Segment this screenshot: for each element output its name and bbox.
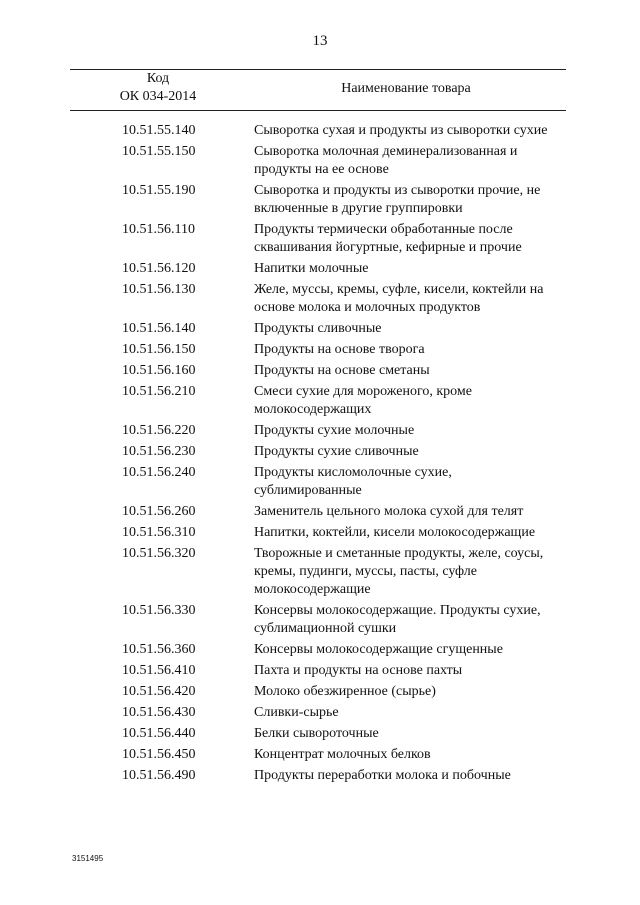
row-name: Сыворотка и продукты из сыворотки прочие, не включенные в другие группировки <box>254 183 541 216</box>
table-row <box>0 320 640 338</box>
table-row <box>0 422 640 440</box>
row-code: 10.51.56.310 <box>122 525 196 540</box>
table-row <box>0 122 640 140</box>
row-name: Продукты кисломолочные сухие, сублимированные <box>254 465 452 498</box>
row-name: Продукты сухие сливочные <box>254 444 419 459</box>
table-row <box>0 746 640 764</box>
column-header-name: Наименование товара <box>341 81 471 96</box>
row-name: Молоко обезжиренное (сырье) <box>254 684 436 699</box>
row-name: Сыворотка молочная деминерализованная и продукты на ее основе <box>254 144 518 177</box>
row-name: Творожные и сметанные продукты, желе, соусы, кремы, пудинги, муссы, пасты, суфле молокосодержащие <box>254 546 544 597</box>
row-name: Сливки-сырье <box>254 705 339 720</box>
row-name: Продукты термически обработанные после сквашивания йогуртные, кефирные и прочие <box>254 222 522 255</box>
row-code: 10.51.56.260 <box>122 504 196 519</box>
row-code: 10.51.56.120 <box>122 261 196 276</box>
row-code: 10.51.55.150 <box>122 144 196 159</box>
table-row <box>0 602 640 638</box>
row-code: 10.51.56.330 <box>122 603 196 618</box>
row-name: Продукты сухие молочные <box>254 423 415 438</box>
row-code: 10.51.56.240 <box>122 465 196 480</box>
row-name: Консервы молокосодержащие. Продукты сухие, сублимационной сушки <box>254 603 541 636</box>
table-row <box>0 383 640 419</box>
row-name: Заменитель цельного молока сухой для телят <box>254 504 524 519</box>
row-code: 10.51.56.320 <box>122 546 196 561</box>
row-code: 10.51.56.440 <box>122 726 196 741</box>
table-row <box>0 362 640 380</box>
row-name: Продукты сливочные <box>254 321 382 336</box>
table-row <box>0 683 640 701</box>
row-code: 10.51.56.490 <box>122 768 196 783</box>
table-row <box>0 662 640 680</box>
page-number: 13 <box>312 33 328 49</box>
table-row <box>0 524 640 542</box>
table-row <box>0 260 640 278</box>
row-code: 10.51.56.130 <box>122 282 196 297</box>
row-code: 10.51.56.110 <box>122 222 195 237</box>
row-name: Напитки, коктейли, кисели молокосодержащие <box>254 525 536 540</box>
row-code: 10.51.56.420 <box>122 684 196 699</box>
table-row <box>0 221 640 257</box>
table-row <box>0 281 640 317</box>
row-name: Консервы молокосодержащие сгущенные <box>254 642 503 657</box>
row-name: Смеси сухие для мороженого, кроме молокосодержащих <box>254 384 472 417</box>
row-code: 10.51.56.140 <box>122 321 196 336</box>
table-row <box>0 545 640 599</box>
row-code: 10.51.56.220 <box>122 423 196 438</box>
row-name: Пахта и продукты на основе пахты <box>254 663 463 678</box>
row-name: Желе, муссы, кремы, суфле, кисели, коктейли на основе молока и молочных продуктов <box>254 282 544 315</box>
row-code: 10.51.56.430 <box>122 705 196 720</box>
table-body <box>0 122 640 788</box>
row-name: Продукты на основе сметаны <box>254 363 430 378</box>
table-row <box>0 641 640 659</box>
table-row <box>0 143 640 179</box>
table-header-rule <box>70 110 566 111</box>
row-name: Концентрат молочных белков <box>254 747 431 762</box>
row-name: Напитки молочные <box>254 261 369 276</box>
row-code: 10.51.55.190 <box>122 183 196 198</box>
column-header-code-line1: Код <box>146 71 170 86</box>
table-row <box>0 704 640 722</box>
row-name: Продукты на основе творога <box>254 342 425 357</box>
row-code: 10.51.56.360 <box>122 642 196 657</box>
table-row <box>0 182 640 218</box>
table-row <box>0 341 640 359</box>
table-row <box>0 767 640 785</box>
row-name: Сыворотка сухая и продукты из сыворотки сухие <box>254 123 548 138</box>
table-row <box>0 725 640 743</box>
row-name: Белки сывороточные <box>254 726 379 741</box>
document-id: 3151495 <box>72 854 104 863</box>
row-code: 10.51.56.210 <box>122 384 196 399</box>
table-row <box>0 443 640 461</box>
table-row <box>0 464 640 500</box>
row-code: 10.51.55.140 <box>122 123 196 138</box>
table-row <box>0 503 640 521</box>
column-header-code <box>70 70 246 106</box>
row-code: 10.51.56.410 <box>122 663 196 678</box>
column-header-code-line2: ОК 034-2014 <box>119 89 197 104</box>
row-code: 10.51.56.230 <box>122 444 196 459</box>
row-name: Продукты переработки молока и побочные <box>254 768 511 783</box>
row-code: 10.51.56.160 <box>122 363 196 378</box>
row-code: 10.51.56.450 <box>122 747 196 762</box>
row-code: 10.51.56.150 <box>122 342 196 357</box>
